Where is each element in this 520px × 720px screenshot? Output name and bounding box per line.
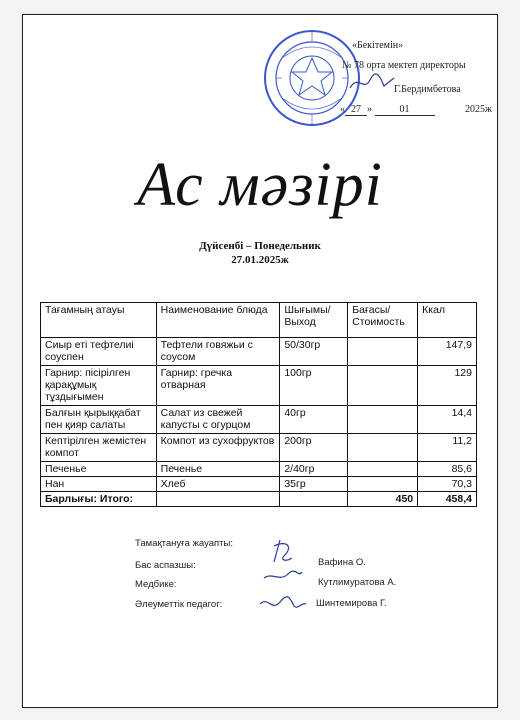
cell-name-ru: Тефтели говяжьи с соусом [156, 338, 280, 366]
cell-name-kz: Кептірілген жемістен компот [41, 434, 157, 462]
director-signature [348, 72, 398, 94]
pedagog-label: Әлеуметтік педагог: [135, 599, 223, 610]
approval-date: « 27 » 01 2025ж [340, 104, 492, 115]
cell-kcal: 14,4 [418, 406, 477, 434]
cell-name-ru: Салат из свежей капусты с огурцом [156, 406, 280, 434]
header-output: Шығымы/ Выход [280, 303, 348, 338]
cell-output: 2/40гр [280, 462, 348, 477]
cook-label: Бас аспазшы: [135, 560, 196, 571]
menu-table [40, 302, 477, 507]
table-row [41, 406, 477, 434]
header-price: Бағасы/ Стоимость [348, 303, 418, 338]
approval-school-line: № 78 орта мектеп директоры [342, 60, 466, 71]
page-title: Ас мәзірі [137, 151, 383, 219]
cell-price [348, 406, 418, 434]
cell-price [348, 434, 418, 462]
approval-year: 2025ж [465, 104, 492, 115]
date-label: 27.01.2025ж [231, 254, 289, 266]
medic-label: Медбике: [135, 579, 177, 590]
cell-output: 200гр [280, 434, 348, 462]
table-header-row [41, 303, 477, 338]
cell-kcal: 147,9 [418, 338, 477, 366]
approval-header: «Бекітемін» [352, 40, 404, 51]
medic-name: Кутлимуратова А. [318, 577, 397, 588]
day-label: Дүйсенбі – Понедельник [199, 240, 321, 252]
cell-name-kz: Печенье [41, 462, 157, 477]
staff-signatures [250, 532, 310, 622]
header-name-kz: Тағамның атауы [41, 303, 157, 338]
cell-kcal: 11,2 [418, 434, 477, 462]
pedagog-name: Шинтемирова Г. [316, 598, 387, 609]
cell-name-kz: Балғын қырыққабат пен қияр салаты [41, 406, 157, 434]
approval-day: 27 [345, 104, 367, 116]
cell-name-kz: Сиыр еті тефтелиі соуспен [41, 338, 157, 366]
table-total-row [41, 492, 477, 507]
cell-kcal: 85,6 [418, 462, 477, 477]
total-kcal: 458,4 [418, 492, 477, 507]
approval-month: 01 [375, 104, 435, 116]
table-row [41, 477, 477, 492]
total-empty [280, 492, 348, 507]
cell-name-ru: Хлеб [156, 477, 280, 492]
cell-output: 40гр [280, 406, 348, 434]
cell-price [348, 462, 418, 477]
total-price: 450 [348, 492, 418, 507]
approval-director-name: Г.Бердимбетова [394, 84, 461, 95]
header-name-ru: Наименование блюда [156, 303, 280, 338]
cell-output: 100гр [280, 366, 348, 406]
cell-output: 50/30гр [280, 338, 348, 366]
table-row [41, 366, 477, 406]
responsible-label: Тамақтануға жауапты: [135, 538, 233, 549]
cell-kcal: 129 [418, 366, 477, 406]
total-empty [156, 492, 280, 507]
cell-kcal: 70,3 [418, 477, 477, 492]
cell-name-ru: Гарнир: гречка отварная [156, 366, 280, 406]
cell-name-ru: Компот из сухофруктов [156, 434, 280, 462]
cell-name-kz: Нан [41, 477, 157, 492]
table-row [41, 462, 477, 477]
cell-name-ru: Печенье [156, 462, 280, 477]
cook-name: Вафина О. [318, 557, 366, 568]
cell-name-kz: Гарнир: пісірілген қарақұмық тұздығымен [41, 366, 157, 406]
table-row [41, 434, 477, 462]
header-kcal: Ккал [418, 303, 477, 338]
cell-output: 35гр [280, 477, 348, 492]
total-label: Барлығы: Итого: [41, 492, 157, 507]
table-row [41, 338, 477, 366]
cell-price [348, 338, 418, 366]
cell-price [348, 366, 418, 406]
cell-price [348, 477, 418, 492]
